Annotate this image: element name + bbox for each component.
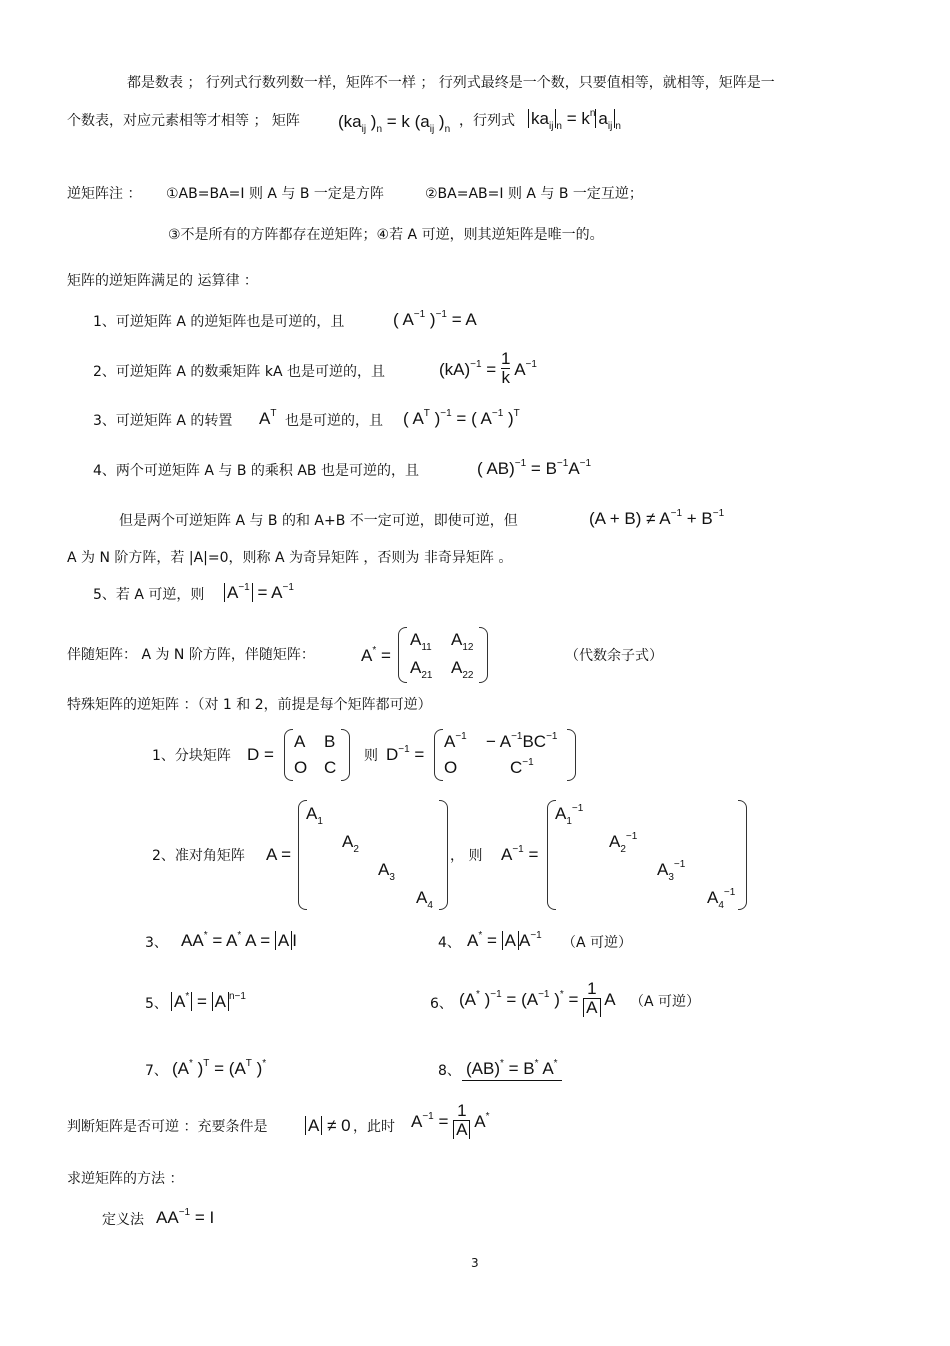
law-3-transpose: $A^T$ bbox=[259, 408, 277, 428]
property-7-number: 7、 bbox=[145, 1063, 168, 1079]
adjugate-matrix: $A_{11}$ $A_{12}$ $A_{21}$ $A_{22}$ bbox=[398, 627, 488, 683]
law-3-text-b: 也是可逆的，且 bbox=[285, 413, 383, 429]
law-4-sum-formula: $(A + B) \ne A^{-1} + B^{-1}$ bbox=[589, 508, 725, 528]
inverse-note-label: 逆矩阵注 ： bbox=[67, 186, 142, 202]
singular-definition: A 为 N 阶方阵，若 |A|=0，则称 A 为奇异矩阵 ，否则为 非奇异矩阵 。 bbox=[67, 550, 513, 566]
adjugate-symbol: A* = bbox=[361, 645, 391, 665]
property-8-formula: (AB)* = B* A* bbox=[462, 1059, 562, 1082]
method-definition-label: 定义法 bbox=[102, 1212, 144, 1228]
property-3-number: 3、 bbox=[145, 935, 168, 951]
law-3-text: 3、可逆矩阵 A 的转置 bbox=[93, 413, 233, 429]
quasi-diagonal-inverse-matrix: $A_1^{-1}$ $A_2^{-1}$ $A_3^{-1}$ $A_4^{-1}$ bbox=[547, 800, 747, 910]
property-6-number: 6、 bbox=[430, 996, 453, 1012]
adjugate-label: 伴随矩阵： A 为 N 阶方阵，伴随矩阵： bbox=[67, 647, 315, 663]
formula-matrix-scalar: ($ka_{ij}$ )$_n = k$ ($a_{ij}$ )$_n$ bbox=[338, 112, 451, 135]
inverse-note-item-1: ①AB=BA=I 则 A 与 B 一定是方阵 bbox=[166, 186, 384, 202]
law-5-text: 5、若 A 可逆，则 bbox=[93, 587, 205, 603]
judge-label: 判断矩阵是否可逆 ：充要条件是 bbox=[67, 1119, 268, 1135]
quasi-diagonal-inverse-symbol: $A^{-1}$ = bbox=[501, 844, 539, 864]
law-4-text-b: 但是两个可逆矩阵 A 与 B 的和 A+B 不一定可逆，即使可逆，但 bbox=[119, 513, 518, 529]
property-8-number: 8、 bbox=[438, 1063, 461, 1079]
special-2-then: ， 则 bbox=[450, 848, 483, 864]
inverse-note-item-3: ③不是所有的方阵都存在逆矩阵；④若 A 可逆，则其逆矩阵是唯一的。 bbox=[168, 227, 604, 243]
property-5-number: 5、 bbox=[145, 996, 168, 1012]
law-3-formula: ( $A^T$ )$^{-1}$ = ( $A^{-1}$ )$^T$ bbox=[403, 408, 520, 428]
methods-heading: 求逆矩阵的方法 ： bbox=[67, 1171, 184, 1187]
property-4-number: 4、 bbox=[438, 935, 461, 951]
judge-mid: ，此时 bbox=[353, 1119, 395, 1135]
law-4-formula: ( $AB)^{-1} = B^{-1}A^{-1}$ bbox=[477, 458, 592, 478]
law-1-text: 1、可逆矩阵 A 的逆矩阵也是可逆的，且 bbox=[93, 314, 345, 330]
block-matrix-d-inverse: $A^{-1}$ − $A^{-1}BC^{-1}$ O $C^{-1}$ bbox=[434, 729, 576, 781]
judge-formula: $A^{-1}$ = $\frac{1}{A}$ A* bbox=[411, 1101, 490, 1139]
intro-line-2: 个数表，对应元素相等才相等 ； 矩阵 bbox=[67, 113, 300, 129]
law-1-formula: ( $A^{-1}$ )$^{-1}$ = A bbox=[393, 309, 477, 329]
page-number: 3 bbox=[471, 1256, 479, 1270]
inverse-note-item-2: ②BA=AB=I 则 A 与 B 一定互逆； bbox=[425, 186, 643, 202]
special-2-text: 2、准对角矩阵 bbox=[152, 848, 245, 864]
block-d-symbol: D = bbox=[247, 745, 274, 764]
quasi-diagonal-symbol: A = bbox=[266, 845, 292, 864]
property-3-formula: AA* = A* A = A I bbox=[181, 930, 297, 950]
special-1-text: 1、分块矩阵 bbox=[152, 748, 231, 764]
block-d-inverse-symbol: $D^{-1}$ = bbox=[386, 744, 425, 764]
property-6-note: （A 可逆） bbox=[630, 994, 701, 1010]
property-6-formula: (A* )$^{-1} = (A^{-1}$ )* = $\frac{1}{A}$ A bbox=[459, 979, 616, 1017]
law-4-text: 4、两个可逆矩阵 A 与 B 的乘积 AB 也是可逆的，且 bbox=[93, 463, 419, 479]
law-2-formula: (kA)$^{-1}$ = $\frac{1}{k}$ $A^{-1}$ bbox=[439, 349, 537, 387]
laws-heading: 矩阵的逆矩阵满足的 运算律 ： bbox=[67, 273, 258, 289]
block-matrix-d: A B O C bbox=[284, 729, 350, 781]
law-2-text: 2、可逆矩阵 A 的数乘矩阵 kA 也是可逆的，且 bbox=[93, 364, 385, 380]
adjugate-note: （代数余子式） bbox=[565, 648, 663, 664]
property-4-note: （A 可逆） bbox=[562, 935, 633, 951]
special-heading: 特殊矩阵的逆矩阵 ：（对 1 和 2，前提是每个矩阵都可逆） bbox=[67, 697, 432, 713]
quasi-diagonal-matrix: $A_1$ $A_2$ $A_3$ $A_4$ bbox=[298, 800, 448, 910]
intro-line-1: 都是数表 ； 行列式行数列数一样，矩阵不一样 ； 行列式最终是一个数，只要值相等，就相等，矩阵是一 bbox=[127, 75, 775, 91]
property-5-formula: A* = A $^{n-1}$ bbox=[171, 992, 246, 1015]
method-definition-formula: $AA^{-1} = I$ bbox=[156, 1207, 215, 1227]
law-5-formula: $A^{-1} = A^{-1}$ bbox=[224, 583, 294, 606]
intro-line-2-mid: ，行列式 bbox=[459, 113, 515, 129]
formula-determinant-scalar: $ka_{ij}$ $_n = k^n$ $a_{ij}$ $_n$ bbox=[528, 109, 621, 132]
property-4-formula: A* = A $A^{-1}$ bbox=[467, 930, 542, 950]
property-7-formula: (A* )$^T = (A^T$ )* bbox=[172, 1058, 267, 1078]
special-1-then: 则 bbox=[364, 748, 378, 764]
judge-condition: A ≠ 0 bbox=[305, 1116, 351, 1136]
